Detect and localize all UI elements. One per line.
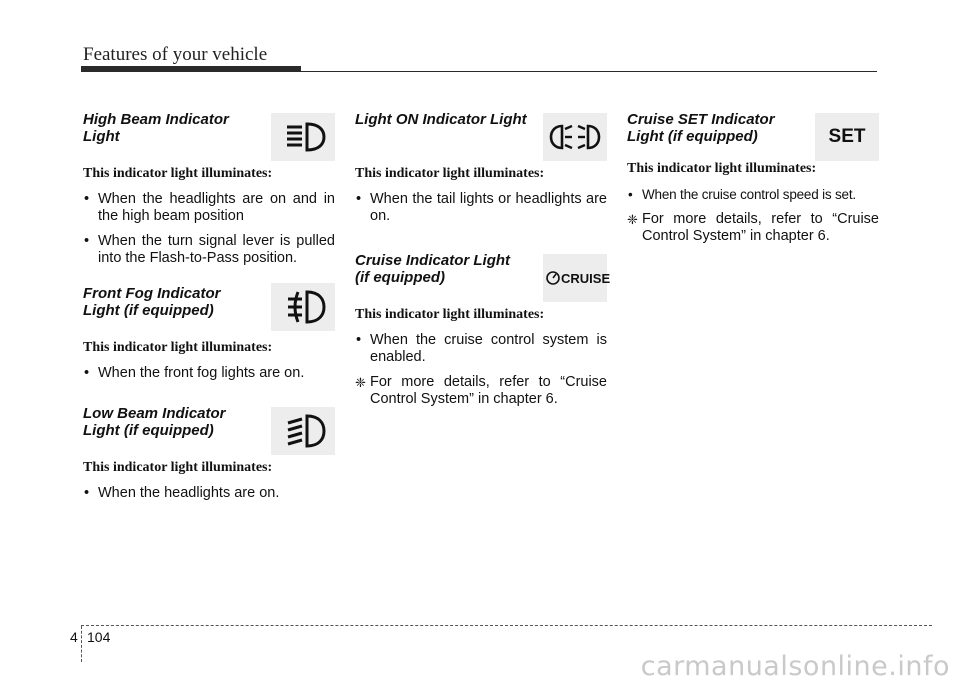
- list-item: • When the tail lights or headlights are on.: [355, 191, 607, 225]
- note-text: For more details, refer to “Cruise Control System” in chapter 6.: [642, 211, 879, 244]
- cruise-set-label: SET: [828, 126, 866, 147]
- section-high-beam: [83, 111, 335, 285]
- list-item: • When the cruise control speed is set.: [627, 186, 879, 203]
- column-2: [355, 111, 611, 408]
- note-mark-icon: ❈: [627, 212, 638, 227]
- page-header-title: Features of your vehicle: [83, 44, 268, 65]
- watermark: carmanualsonline.info: [640, 651, 950, 682]
- section-intro: This indicator light illuminates:: [355, 307, 545, 322]
- note: [627, 211, 879, 245]
- section-title: Low Beam Indicator Light (if equipped): [83, 405, 226, 439]
- footer-divider: [81, 626, 82, 662]
- header-rule-thick: [81, 66, 301, 72]
- footer-rule: [81, 625, 932, 626]
- section-intro: This indicator light illuminates:: [355, 166, 545, 181]
- note-text: For more details, refer to “Cruise Control System” in chapter 6.: [370, 374, 607, 407]
- tail-light-icon: [543, 113, 607, 161]
- low-beam-icon: [271, 407, 335, 455]
- cruise-set-icon: [815, 113, 879, 161]
- section-title: Cruise SET Indicator Light (if equipped): [627, 111, 775, 145]
- page-number: 104: [87, 629, 111, 645]
- high-beam-icon: [271, 113, 335, 161]
- section-intro: This indicator light illuminates:: [83, 460, 273, 475]
- section-title: High Beam Indicator Light: [83, 111, 229, 145]
- header-rule-thin: [301, 71, 877, 72]
- chapter-number: 4: [70, 629, 78, 645]
- section-intro: This indicator light illuminates:: [627, 161, 817, 176]
- list-item: • When the front fog lights are on.: [83, 365, 335, 382]
- front-fog-icon: [271, 283, 335, 331]
- note: [355, 374, 607, 408]
- note-mark-icon: ❈: [355, 375, 366, 390]
- section-intro: This indicator light illuminates:: [83, 340, 273, 355]
- section-light-on: [355, 111, 607, 252]
- list-item: • When the headlights are on.: [83, 485, 335, 502]
- section-intro: This indicator light illuminates:: [83, 166, 273, 181]
- section-title: Front Fog Indicator Light (if equipped): [83, 285, 221, 319]
- section-cruise-set: [627, 111, 879, 245]
- section-cruise: [355, 252, 611, 408]
- cruise-icon: [543, 254, 611, 302]
- section-low-beam: [83, 405, 335, 502]
- section-front-fog: [83, 285, 335, 405]
- list-item: • When the turn signal lever is pulled into the Flash-to-Pass position.: [83, 233, 335, 267]
- list-item: • When the headlights are on and in the high beam position: [83, 191, 335, 225]
- list-item: • When the cruise control system is enabled.: [355, 332, 607, 366]
- column-1: [83, 111, 335, 510]
- section-title: Light ON Indicator Light: [355, 111, 527, 128]
- section-title: Cruise Indicator Light (if equipped): [355, 252, 511, 286]
- column-3: [627, 111, 879, 245]
- cruise-icon-label: CRUISE: [561, 271, 611, 286]
